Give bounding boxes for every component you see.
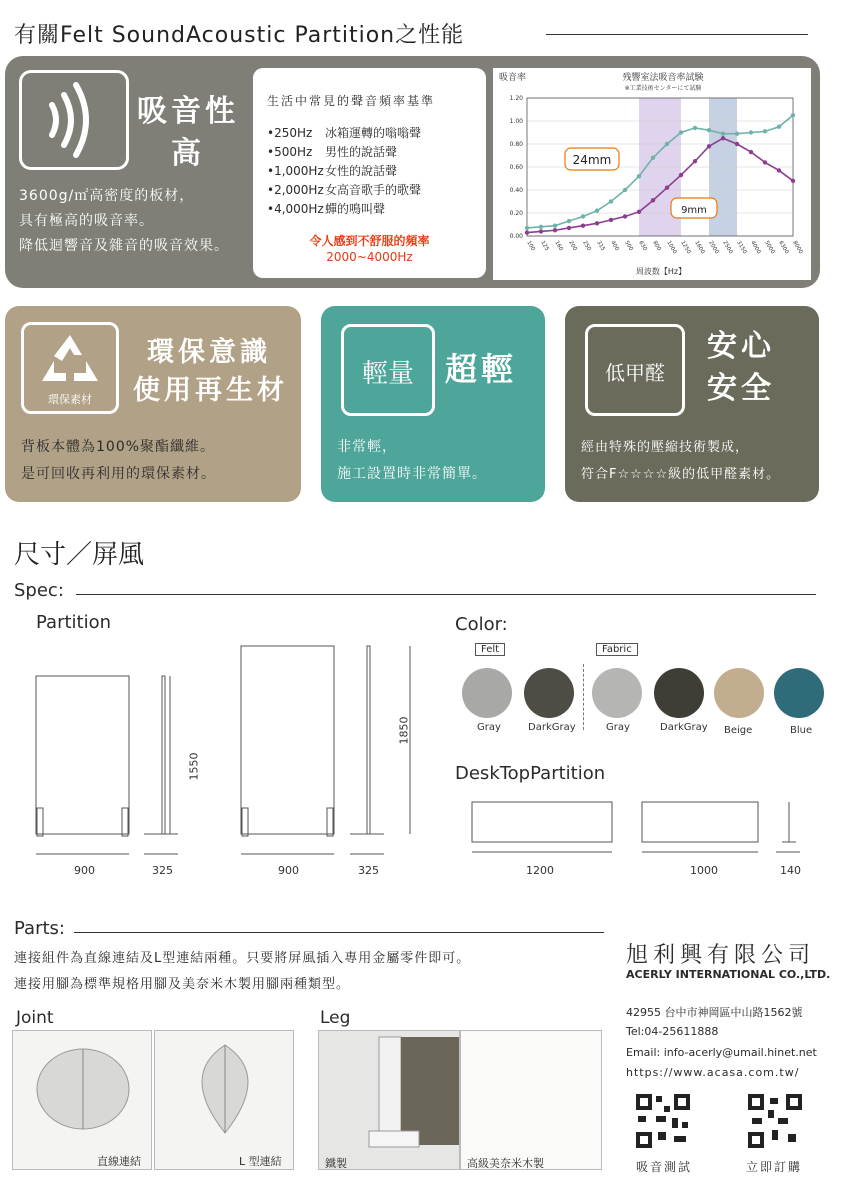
qr-code-icon[interactable] [746,1092,804,1150]
eco-desc: 背板本體為100%聚酯纖維。 是可回收再利用的環保素材。 [21,439,216,482]
fabric-tag: Fabric [596,643,638,656]
color-divider [583,664,584,730]
chart-xtick: 2000 [707,240,720,256]
leg-label: Leg [320,1008,351,1028]
chart-point [749,130,753,134]
dim-w2: 900 [278,864,299,877]
chart-point [539,229,543,233]
swatch-fabric-beige [714,668,764,718]
joint-label: Joint [16,1008,54,1028]
feature-light [321,306,545,502]
chart-xtick: 3150 [735,240,748,256]
qr2-caption: 立即訂購 [746,1160,803,1174]
light-title: 超輕 [445,350,518,388]
chart-point [777,168,781,172]
chart-point [679,130,683,134]
desktop-d: 140 [780,864,801,877]
spec-rule [76,594,816,595]
light-desc: 非常輕， 施工設置時非常簡單。 [337,439,487,482]
chart-ytick: 0.40 [509,187,523,194]
qr1-caption: 吸音測試 [636,1160,693,1174]
recycle-icon [24,325,116,389]
chart-point [525,226,529,230]
swatch-label: Gray [477,722,501,733]
absorption-chart [493,68,811,280]
freq-row: •250Hz 冰箱運轉的嗡嗡聲 [267,126,422,140]
leg-wood-photo [460,1030,602,1170]
chart-xtick: 6300 [777,240,790,256]
chart-point [525,230,529,234]
chart-point [567,226,571,230]
frequency-card [253,68,486,278]
chart-xtick: 8000 [791,240,804,256]
chart-ylabel: 吸音率 [499,73,527,83]
chart-xtick: 200 [567,240,578,253]
eco-title-1: 環保意識 [147,337,271,368]
parts-desc: 連接組件為直線連結及L型連結兩種。只要將屏風插入專用金屬零件即可。 連接用腳為標準規格用腳及美奈米木製用腳兩種類型。 [14,951,471,992]
swatch-felt-gray [462,668,512,718]
chart-point [637,210,641,214]
chart-ytick: 0.20 [509,210,523,217]
light-icon-box [341,324,435,416]
chart-point [581,214,585,218]
chart-point [623,214,627,218]
swatch-felt-darkgray [524,668,574,718]
chart-point [735,142,739,146]
company-tel: Tel:04-25611888 [626,1025,719,1038]
safety-title-1: 安心 [707,329,775,364]
chart-svg [493,68,811,280]
chart-xtick: 800 [651,240,662,253]
chart-xtick: 1600 [693,240,706,256]
performance-banner [5,56,820,288]
chart-xtick: 400 [609,240,620,253]
safety-icon-box [585,324,685,416]
company-email: Email: info-acerly@umail.hinet.net [626,1046,817,1059]
swatch-fabric-gray [592,668,642,718]
chart-ytick: 0.60 [509,164,523,171]
chart-point [609,199,613,203]
freq-row: •500Hz 男性的說話聲 [267,145,398,159]
chart-ytick: 1.20 [509,95,523,102]
chart-point [777,125,781,129]
chart-xtick: 4000 [749,240,762,256]
chart-point [721,136,725,140]
dim-d1: 325 [152,864,173,877]
chart-subtitle: ※工業技術センターにて試験 [624,85,702,92]
page-title: 有關Felt SoundAcoustic Partition之性能 [14,23,465,48]
color-label: Color: [455,614,508,635]
swatch-fabric-darkgray [654,668,704,718]
qr-code-icon[interactable] [634,1092,692,1150]
chart-point [763,160,767,164]
joint-caption: L 型連結 [239,1155,282,1168]
chart-point [609,218,613,222]
swatch-label: Gray [606,722,630,733]
chart-point [749,150,753,154]
chart-point [679,173,683,177]
frequency-heading: 生活中常見的聲音頻率基準 [267,94,436,108]
chart-point [595,221,599,225]
chart-xtick: 160 [553,240,564,253]
size-title: 尺寸／屏風 [14,540,145,570]
chart-point [651,198,655,202]
chart-xtick: 125 [539,240,550,253]
sound-icon-box [19,70,129,170]
freq-row: •4,000Hz蟬的鳴叫聲 [267,202,386,216]
chart-ytick: 0.80 [509,141,523,148]
chart-title: 残響室法吸音率試験 [622,73,704,83]
chart-point [595,209,599,213]
partition-label: Partition [36,612,112,633]
chart-xtick: 100 [525,240,536,253]
chart-point [665,142,669,146]
chart-point [553,223,557,227]
leg-steel-photo [318,1030,460,1170]
dim-w1: 900 [74,864,95,877]
chart-point [707,128,711,132]
chart-point [651,156,655,160]
company-name-zh: 旭利興有限公司 [626,943,816,968]
steel-leg-icon [319,1031,461,1149]
chart-point [665,186,669,190]
chart-legend-label: 9mm [681,205,707,216]
chart-xtick: 500 [623,240,634,253]
chart-legend-label: 24mm [572,153,612,167]
feature-eco [5,306,301,502]
felt-tag: Felt [475,643,505,656]
title-rule [546,34,808,35]
straight-joint-icon [13,1031,153,1141]
chart-xtick: 315 [595,240,606,253]
joint-l-photo [154,1030,294,1170]
chart-point [623,188,627,192]
chart-ytick: 1.00 [509,118,523,125]
parts-label: Parts: [14,918,65,939]
company-url[interactable]: https://www.acasa.com.tw/ [626,1066,800,1079]
chart-point [721,131,725,135]
chart-ytick: 0.00 [509,233,523,240]
safety-title-2: 安全 [707,371,775,406]
chart-xlabel: 周波数【Hz】 [635,267,687,276]
desktop-label: DeskTopPartition [455,763,606,784]
leg-caption: 鐵製 [325,1157,347,1170]
chart-point [693,159,697,163]
eco-icon-box [21,322,119,414]
chart-xtick: 2500 [721,240,734,256]
desktop-w1: 1200 [526,864,554,877]
chart-point [567,219,571,223]
feature-safety [565,306,819,502]
l-joint-icon [155,1031,295,1141]
sound-wave-icon [22,73,126,167]
swatch-fabric-blue [774,668,824,718]
chart-xtick: 630 [637,240,648,253]
joint-straight-photo [12,1030,152,1170]
parts-rule [74,932,604,933]
leg-caption: 高級美奈米木製 [467,1157,544,1170]
partition-drawings [20,636,430,886]
chart-xtick: 1000 [665,240,678,256]
eco-title-2: 使用再生材 [133,375,288,406]
dim-h1: 1550 [187,752,201,781]
chart-xtick: 250 [581,240,592,253]
chart-point [735,131,739,135]
spec-label: Spec: [14,580,64,601]
freq-row: •2,000Hz女高音歌手的歌聲 [267,183,422,197]
company-name-en: ACERLY INTERNATIONAL CO.,LTD. [626,968,831,981]
performance-title-1: 吸音性 [137,94,239,129]
dim-h2: 1850 [397,716,411,745]
chart-xtick: 5000 [763,240,776,256]
safety-desc: 經由特殊的壓縮技術製成， 符合F☆☆☆☆級的低甲醛素材。 [581,440,781,482]
eco-icon-label: 環保素材 [48,393,92,406]
uncomfortable-range: 2000~4000Hz [326,250,413,264]
chart-point [581,223,585,227]
swatch-label: DarkGray [660,722,708,733]
chart-point [763,129,767,133]
performance-desc: 3600g/㎡高密度的板材， 具有極高的吸音率。 降低迴響音及雜音的吸音效果。 [19,188,229,254]
chart-point [693,126,697,130]
chart-xtick: 1250 [679,240,692,256]
joint-caption: 直線連結 [97,1155,141,1168]
safety-icon-label: 低甲醛 [605,361,665,385]
chart-point [553,228,557,232]
performance-title-2: 高 [171,136,205,171]
chart-point [539,225,543,229]
chart-point [707,144,711,148]
desktop-drawings [466,796,806,862]
swatch-label: Blue [790,725,813,736]
light-icon-label: 輕量 [361,359,414,389]
freq-row: •1,000Hz女性的說話聲 [267,164,398,178]
dim-d2: 325 [358,864,379,877]
chart-point [791,179,795,183]
swatch-label: Beige [724,725,753,736]
desktop-w2: 1000 [690,864,718,877]
uncomfortable-note: 令人感到不舒服的頻率 [309,234,430,248]
company-address: 42955 台中市神岡區中山路1562號 [626,1006,803,1019]
chart-point [791,113,795,117]
chart-point [637,174,641,178]
swatch-label: DarkGray [528,722,576,733]
